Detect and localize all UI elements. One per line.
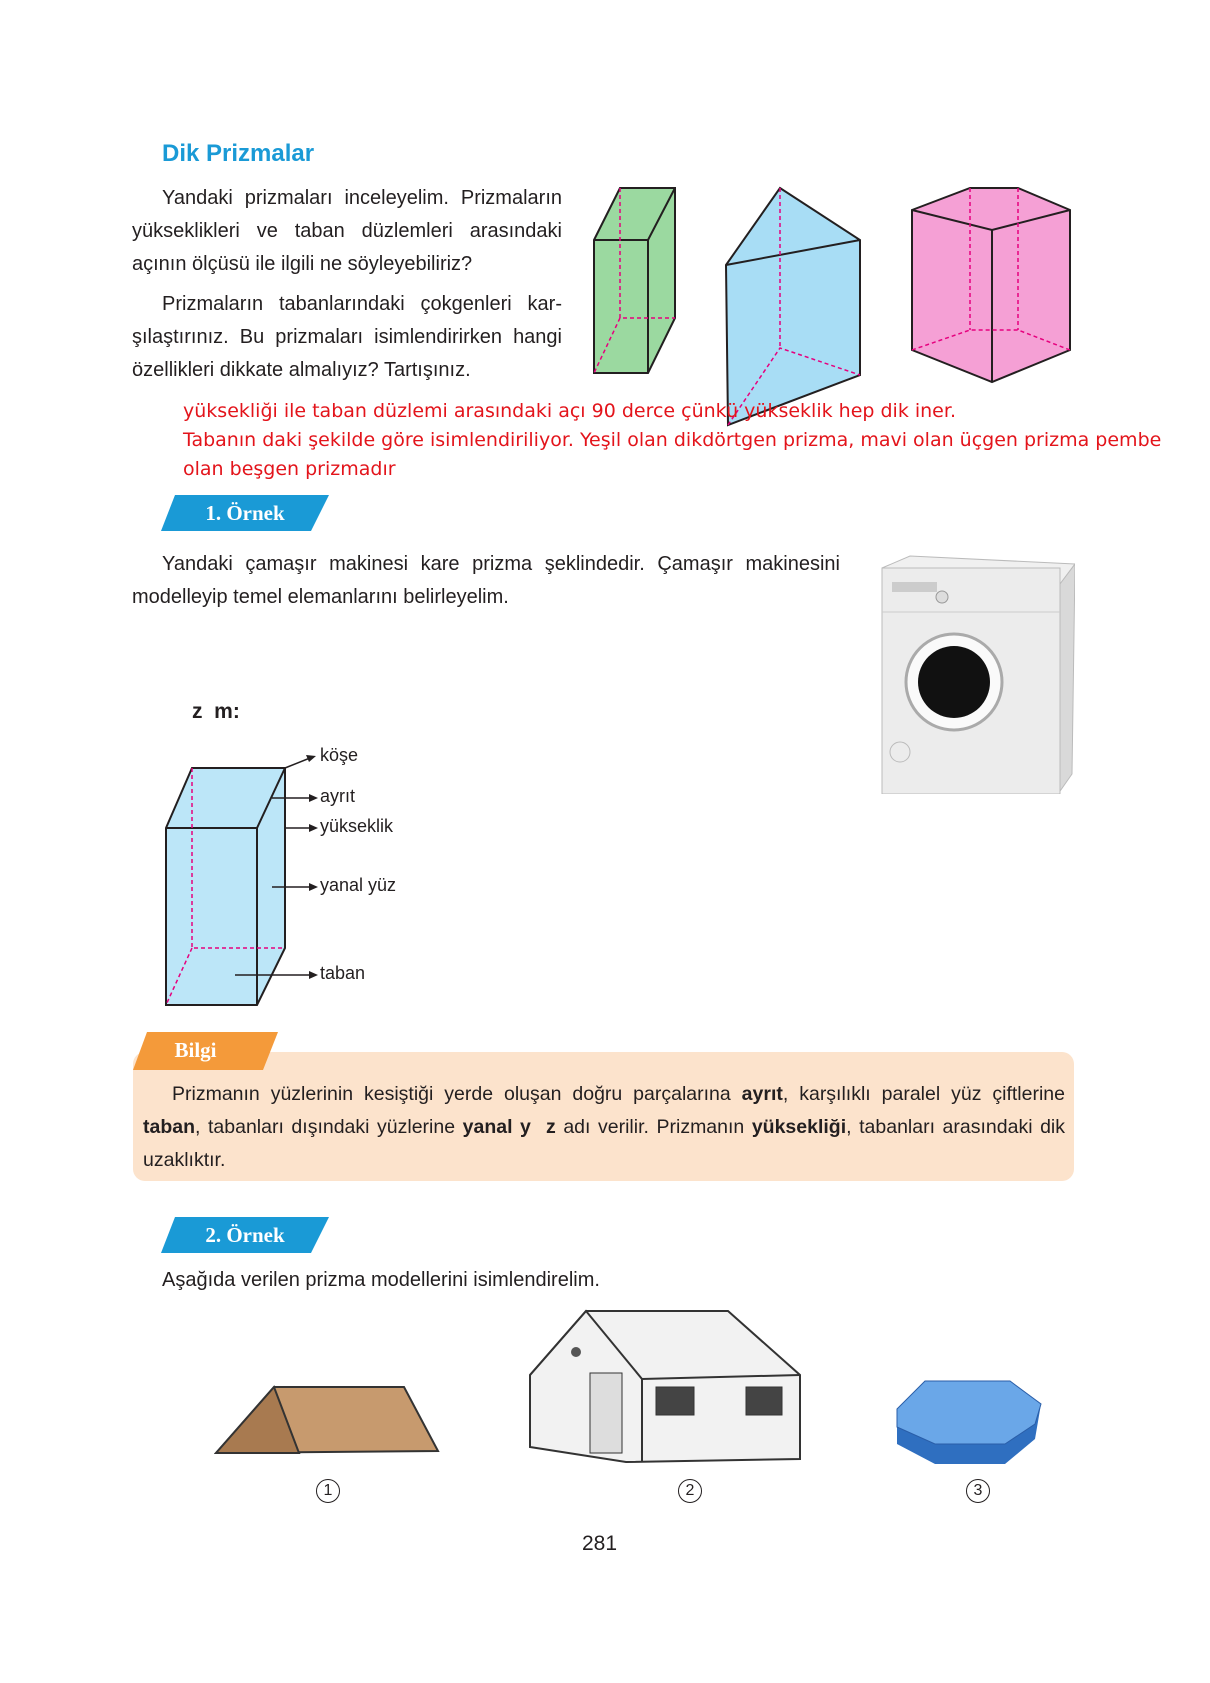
- label-kose: köşe: [320, 745, 359, 765]
- intro-paragraph-1: [132, 182, 562, 281]
- annotation-line: olan beşgen prizmadır: [183, 458, 396, 480]
- term-yukseklik: yüksekliği: [751, 1116, 847, 1138]
- text-line: açının ölçüsü ile ilgili ne söyleyebiliriz?: [132, 253, 473, 275]
- label-yanal-yuz: yanal yüz: [320, 875, 397, 895]
- section-title: Dik Prizmalar: [162, 140, 315, 167]
- text-line: modelleyip temel elemanlarını belirleyelim.: [132, 586, 509, 608]
- example-1-badge: [161, 495, 329, 531]
- solution-label: z m:: [192, 700, 240, 723]
- house-pentagonal-prism-image: [528, 1307, 804, 1464]
- label-taban: taban: [320, 963, 366, 983]
- text-line: Yandaki prizmaları inceleyelim. Prizmaların: [162, 187, 562, 209]
- info-text: [143, 1078, 1065, 1177]
- prisms-illustration: [580, 180, 1080, 435]
- annotation-line: Tabanın daki şekilde göre isimlendiriliyor. Yeşil olan dikdörtgen prizma, mavi olan üçgen prizma pembe: [183, 429, 1162, 451]
- item-number: 3: [966, 1479, 990, 1503]
- annotation-line: yüksekliği ile taban düzlemi arasındaki açı 90 derce çünkü yükseklik hep dik iner.: [183, 400, 956, 422]
- intro-paragraph-2: [132, 288, 562, 387]
- info-text-part: Prizmanın yüzlerinin kesiştiği yerde oluşan doğru parçalarına: [172, 1083, 742, 1105]
- item-number: 2: [678, 1479, 702, 1503]
- text-line: özellikleri dikkate almalıyız? Tartışınız.: [132, 359, 471, 381]
- text-line: Yandaki çamaşır makinesi kare prizma şeklindedir. Çamaşır makinesini: [162, 553, 840, 575]
- example-2-text: Aşağıda verilen prizma modellerini isimlendirelim.: [162, 1269, 600, 1291]
- pink-pentagonal-prism: [912, 188, 1070, 382]
- label-yukseklik: yükseklik: [320, 816, 394, 836]
- info-text-part: adı verilir. Prizmanın: [555, 1116, 752, 1138]
- wooden-triangular-prism-image: [214, 1385, 440, 1455]
- term-yanal-yuz: yanal y z: [462, 1116, 556, 1138]
- bilgi-tab: [133, 1032, 278, 1068]
- text-line: şılaştırınız. Bu prizmaları isimlendirirken hangi: [132, 326, 562, 348]
- example-1-text: [132, 548, 840, 614]
- example-2-badge: [161, 1217, 329, 1253]
- label-ayrit: ayrıt: [320, 786, 356, 806]
- bilgi-label: Bilgi: [174, 1038, 217, 1062]
- info-text-part: , tabanları arasındaki dik uzaklıktır.: [143, 1116, 1066, 1171]
- page-number: 281: [582, 1532, 618, 1555]
- item-number: 1: [316, 1479, 340, 1503]
- blue-triangular-prism: [726, 188, 860, 425]
- info-text-part: , karşılıklı paralel yüz çiftlerine: [782, 1083, 1065, 1105]
- term-ayrit: ayrıt: [741, 1083, 783, 1105]
- text-line: Prizmaların tabanlarındaki çokgenleri kar-: [162, 293, 562, 315]
- octagonal-prism-image: [895, 1379, 1043, 1466]
- text-line: yükseklikleri ve taban düzlemleri arasındaki: [132, 220, 562, 242]
- info-text-part: , tabanları dışındaki yüzlerine: [195, 1116, 463, 1138]
- badge-label: 2. Örnek: [205, 1223, 285, 1247]
- badge-label: 1. Örnek: [205, 501, 285, 525]
- green-rectangular-prism: [594, 188, 675, 373]
- prism-elements-diagram: [160, 750, 320, 1012]
- washing-machine-image: [880, 552, 1075, 794]
- term-taban: taban: [143, 1116, 196, 1138]
